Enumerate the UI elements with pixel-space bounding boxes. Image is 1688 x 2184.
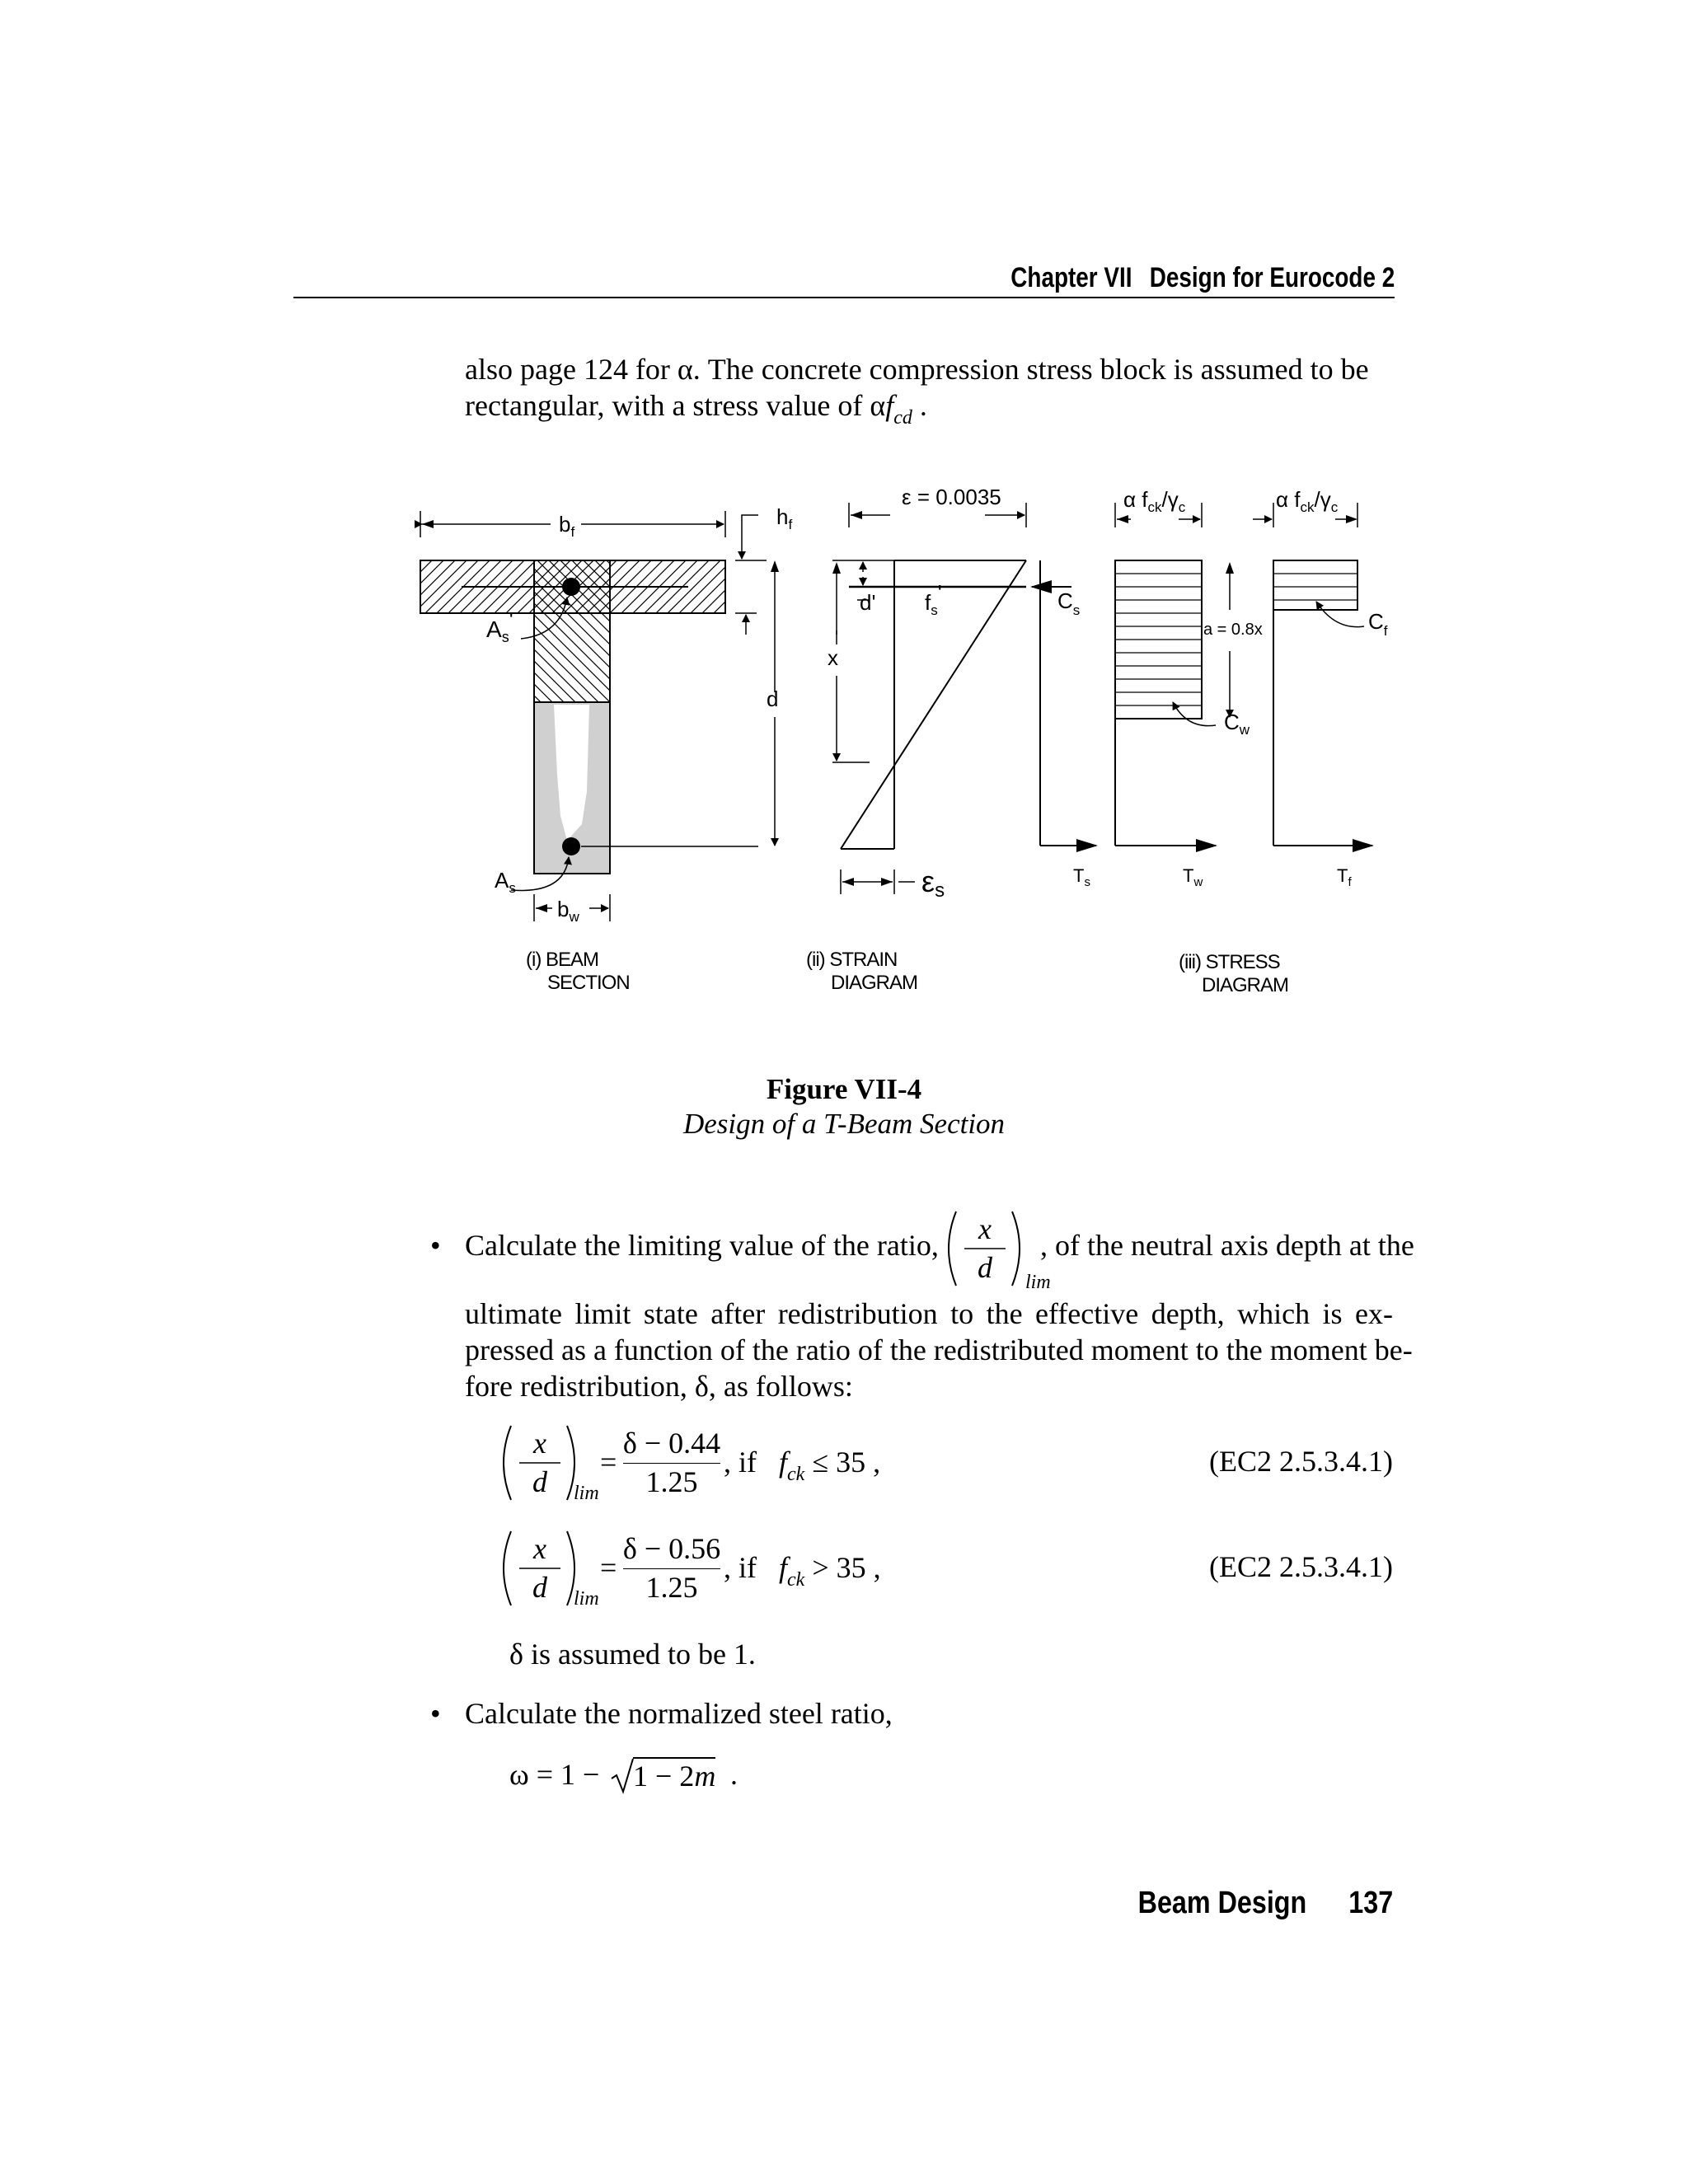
- label-a: a = 0.8x: [1203, 621, 1263, 639]
- eq2-bar: [623, 1568, 720, 1569]
- delta-note: δ is assumed to be 1.: [509, 1638, 756, 1671]
- bullet-1-paragraph: [465, 1296, 1413, 1404]
- eq1-lhs-num: x: [533, 1427, 546, 1460]
- omega-equation: [509, 1757, 839, 1798]
- ratio-inline: [940, 1207, 1051, 1293]
- eq2-lhs-den: d: [532, 1571, 547, 1604]
- omega-period: .: [730, 1758, 738, 1791]
- label-strain-top: ε = 0.0035: [902, 485, 1001, 509]
- eq2-lhs-sub: lim: [574, 1588, 599, 1610]
- label-as: $A_s$: [495, 868, 516, 896]
- eq1-num: δ − 0.44: [622, 1427, 721, 1460]
- eq2-num: δ − 0.56: [622, 1532, 721, 1565]
- radicand: 1 − 2m: [633, 1757, 715, 1793]
- eq2-den: 1.25: [645, 1571, 698, 1604]
- eq1-cond: , if $f_{ck} \le 35$ ,: [724, 1446, 881, 1485]
- label-bw: $b_w$: [557, 897, 579, 925]
- footer-section: Beam Design: [1137, 1886, 1307, 1920]
- bullet-1-line-3: pressed as a function of the ratio of the redistributed moment to the moment be-: [465, 1333, 1413, 1366]
- intro-line-1: also page 124 for α. The concrete compression stress block is assumed to be: [465, 353, 1369, 386]
- caption-stress-2: DIAGRAM: [1202, 974, 1289, 996]
- figure-title: Figure VII-4: [766, 1073, 922, 1105]
- page-number: 137: [1348, 1886, 1393, 1920]
- caption-strain-1: (ii) STRAIN: [806, 949, 898, 971]
- stress-diagram: [1115, 503, 1372, 846]
- bullet-1-line-4: fore redistribution, δ, as follows:: [465, 1370, 853, 1403]
- eq1-den: 1.25: [645, 1465, 698, 1498]
- omega-lhs: ω = 1 −: [509, 1758, 600, 1791]
- label-tf: $T_f$: [1337, 865, 1352, 889]
- label-cs: $C_s$: [1057, 588, 1081, 618]
- intro-line-2: rectangular, with a stress value of $\alpha f_{cd}$ .: [465, 389, 927, 429]
- caption-stress-1: (iii) STRESS: [1179, 951, 1280, 973]
- eq2-equals: =: [600, 1551, 617, 1584]
- label-d: d: [767, 687, 779, 711]
- chapter-title: Design for Eurocode 2: [1149, 262, 1395, 293]
- bullet-1-line-2: ultimate limit state after redistribution to the effective depth, which is ex-: [465, 1297, 1393, 1330]
- caption-beam-2: SECTION: [547, 972, 630, 994]
- eq1-lhs-den: d: [532, 1465, 547, 1498]
- strain-diagram: [832, 503, 1096, 894]
- label-stress-flange: α $f_{ck}/\gamma_c$: [1276, 487, 1339, 515]
- label-hf: $h_f$: [776, 504, 793, 532]
- ratio-den: d: [978, 1251, 992, 1284]
- ratio-num: x: [978, 1212, 992, 1245]
- eq1-lhs-sub: lim: [574, 1483, 599, 1504]
- label-as-prime: $A_s'$: [486, 607, 513, 645]
- label-cf: $C_f$: [1368, 609, 1388, 639]
- page-footer: [1137, 1886, 1393, 1921]
- label-fs-prime: $f_s'$: [925, 580, 942, 618]
- ratio-sub: lim: [1025, 1272, 1051, 1293]
- caption-strain-2: DIAGRAM: [831, 972, 918, 994]
- bullet-2-text: Calculate the normalized steel ratio,: [465, 1697, 893, 1730]
- label-bf: $b_f$: [559, 512, 575, 540]
- bullet-1-text-post: , of the neutral axis depth at the: [1040, 1229, 1414, 1262]
- eq1-bar: [623, 1463, 720, 1464]
- beam-section: [420, 511, 779, 921]
- label-stress-web: α $f_{ck}/\gamma_c$: [1123, 487, 1186, 515]
- label-eps-s: εs: [921, 865, 945, 902]
- chapter-label: Chapter VII: [1010, 262, 1132, 293]
- label-tw: $T_w$: [1183, 865, 1203, 889]
- figure-labels: [486, 485, 1388, 925]
- eq2-reference: (EC2 2.5.3.4.1): [1209, 1550, 1393, 1583]
- bullet-1-text-pre: Calculate the limiting value of the ratio,: [465, 1229, 939, 1262]
- caption-beam-1: (i) BEAM: [526, 949, 598, 971]
- label-cw: $C_w$: [1224, 710, 1250, 738]
- radical-sign: [610, 1755, 635, 1797]
- eq1-equals: =: [600, 1446, 617, 1479]
- eq2-lhs-num: x: [533, 1532, 546, 1565]
- figure-captions: [526, 949, 1288, 996]
- label-x: x: [828, 645, 838, 670]
- bullet-1-marker: •: [430, 1229, 441, 1262]
- label-ts: $T_s$: [1073, 865, 1090, 889]
- eq1-reference: (EC2 2.5.3.4.1): [1209, 1445, 1393, 1478]
- label-d-prime: d': [860, 590, 876, 615]
- eq2-cond: , if $f_{ck} > 35$ ,: [724, 1551, 881, 1591]
- bullet-2-marker: •: [430, 1697, 441, 1730]
- figure-subtitle: Design of a T-Beam Section: [682, 1108, 1006, 1140]
